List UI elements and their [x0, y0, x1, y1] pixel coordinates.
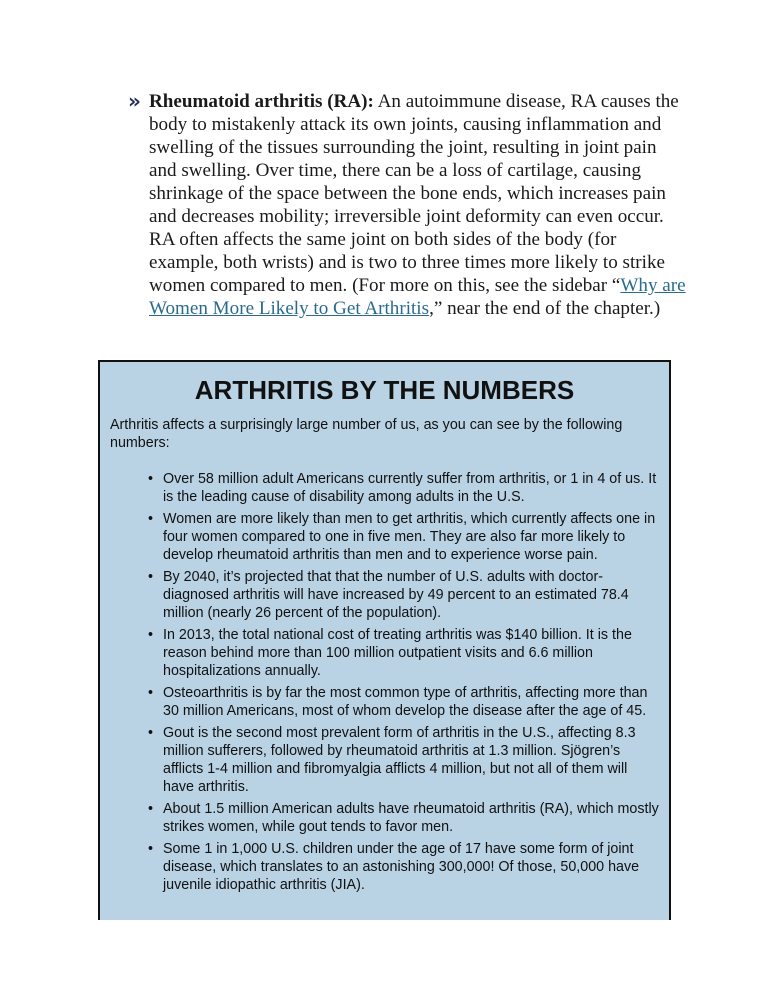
ra-body-text-end: ,” near the end of the chapter.) [429, 298, 661, 319]
ra-paragraph [149, 90, 688, 320]
fact-item: • By 2040, it’s projected that that the number of U.S. adults with doctor-diagnosed arthritis will have increased by 49 percent to an estimated 78.4 million (nearly 26 percent of the population). [163, 568, 659, 622]
ra-body-text: An autoimmune disease, RA causes the body to mistakenly attack its own joints, causing inflammation and swelling of the tissues surrounding the joint, resulting in joint pain and swelling. Over time, there can be a loss of cartilage, causing shrinkage of the space between the bone ends, which increases pain and decreases mobility; irreversible joint deformity can even occur. RA often affects the same joint on both sides of the body (for example, both wrists) and is two to three times more likely to strike women compared to men. (For more on this, see the sidebar “ [149, 91, 679, 296]
fact-item: • Osteoarthritis is by far the most common type of arthritis, affecting more than 30 million Americans, most of whom develop the disease after the age of 45. [163, 684, 659, 720]
ra-bullet-item [128, 90, 688, 320]
fact-item: • Gout is the second most prevalent form of arthritis in the U.S., affecting 8.3 million sufferers, followed by rheumatoid arthritis at 1.3 million. Sjögren’s afflicts 1-4 million and fibromyalgia afflicts 4 million, but not all of them will have arthritis. [163, 724, 659, 796]
sidebar-intro: Arthritis affects a surprisingly large number of us, as you can see by the following numbers: [110, 417, 623, 451]
fact-item: • Women are more likely than men to get arthritis, which currently affects one in four women compared to one in five men. They are also far more likely to develop rheumatoid arthritis than men and to experience worse pain. [163, 510, 659, 564]
fact-item: • In 2013, the total national cost of treating arthritis was $140 billion. It is the reason behind more than 100 million outpatient visits and 6.6 million hospitalizations annually. [163, 626, 659, 680]
fact-item: • Some 1 in 1,000 U.S. children under the age of 17 have some form of joint disease, which translates to an astonishing 300,000! Of those, 50,000 have juvenile idiopathic arthritis (JIA). [163, 840, 659, 894]
fact-item: • About 1.5 million American adults have rheumatoid arthritis (RA), which mostly strikes women, while gout tends to favor men. [163, 800, 659, 836]
sidebar-fact-list [100, 470, 659, 894]
ra-term: Rheumatoid arthritis (RA): [149, 91, 374, 112]
fact-item: • Over 58 million adult Americans currently suffer from arthritis, or 1 in 4 of us. It is the leading cause of disability among adults in the U.S. [163, 470, 659, 506]
sidebar-title: ARTHRITIS BY THE NUMBERS [194, 375, 575, 405]
double-chevron-bullet-icon: » [128, 89, 141, 113]
sidebar-reference-link[interactable]: Why are Women More Likely to Get Arthritis [149, 275, 686, 319]
arthritis-numbers-sidebar [98, 360, 671, 920]
